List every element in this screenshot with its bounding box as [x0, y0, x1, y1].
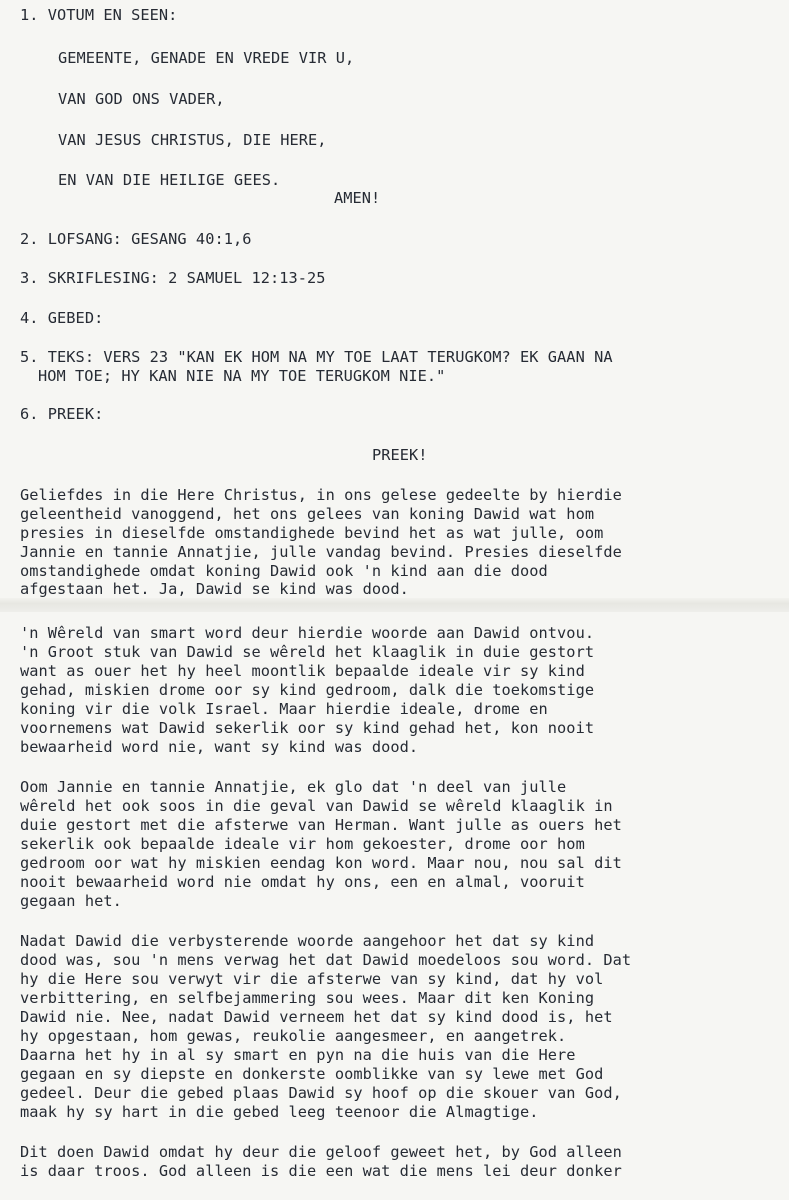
- para2-line-7: bewaarheid word nie, want sy kind was dood.: [20, 738, 419, 756]
- sermon-heading: PREEK!: [372, 446, 428, 464]
- para5-line-2: is daar troos. God alleen is die een wat die mens lei deur donker: [20, 1162, 622, 1180]
- para2-line-1: 'n Wêreld van smart word deur hierdie woorde aan Dawid ontvou.: [20, 624, 595, 642]
- para4-line-8: gegaan en sy diepste en donkerste oomblikke van sy lewe met God: [20, 1065, 604, 1083]
- para4-line-2: dood was, sou 'n mens verwag het dat Dawid moedeloos sou word. Dat: [20, 951, 632, 969]
- para4-line-5: Dawid nie. Nee, nadat Dawid verneem het dat sy kind dood is, het: [20, 1008, 613, 1026]
- para4-line-3: hy die Here sou verwyt vir die afsterwe van sy kind, dat hy vol: [20, 970, 604, 988]
- para1-line-1: Geliefdes in die Here Christus, in ons gelese gedeelte by hierdie: [20, 486, 622, 504]
- para3-line-5: gedroom oor wat hy miskien eendag kon word. Maar nou, nou sal dit: [20, 854, 622, 872]
- para3-line-6: nooit bewaarheid word nie omdat hy ons, een en almal, vooruit: [20, 873, 585, 891]
- para3-line-2: wêreld het ook soos in die geval van Dawid se wêreld klaaglik in: [20, 797, 613, 815]
- para2-line-2: 'n Groot stuk van Dawid se wêreld het klaaglik in duie gestort: [20, 643, 595, 661]
- votum-title: 1. VOTUM EN SEEN:: [20, 6, 178, 24]
- para3-line-1: Oom Jannie en tannie Annatjie, ek glo dat 'n deel van julle: [20, 778, 567, 796]
- skriflesing: 3. SKRIFLESING: 2 SAMUEL 12:13-25: [20, 269, 326, 287]
- para2-line-6: voornemens wat Dawid sekerlik oor sy kind gehad het, kon nooit: [20, 719, 595, 737]
- para5-line-1: Dit doen Dawid omdat hy deur die geloof geweet het, by God alleen: [20, 1143, 622, 1161]
- teks-line-1: 5. TEKS: VERS 23 "KAN EK HOM NA MY TOE LAAT TERUGKOM? EK GAAN NA: [20, 348, 613, 366]
- preek: 6. PREEK:: [20, 405, 104, 423]
- para3-line-7: gegaan het.: [20, 892, 122, 910]
- votum-line-4: EN VAN DIE HEILIGE GEES.: [58, 171, 281, 189]
- amen: AMEN!: [334, 189, 381, 207]
- teks-line-2: HOM TOE; HY KAN NIE NA MY TOE TERUGKOM NIE.": [38, 367, 446, 385]
- para4-line-1: Nadat Dawid die verbysterende woorde aangehoor het dat sy kind: [20, 932, 595, 950]
- para2-line-4: gehad, miskien drome oor sy kind gedroom, dalk die toekomstige: [20, 681, 595, 699]
- para1-line-3: presies in dieselfde omstandighede bevind het as wat julle, oom: [20, 524, 604, 542]
- votum-line-1: GEMEENTE, GENADE EN VREDE VIR U,: [58, 49, 355, 67]
- para4-line-9: gedeel. Deur die gebed plaas Dawid sy hoof op die skouer van God,: [20, 1084, 622, 1102]
- votum-line-2: VAN GOD ONS VADER,: [58, 90, 225, 108]
- para4-line-7: Daarna het hy in al sy smart en pyn na die huis van die Here: [20, 1046, 576, 1064]
- para4-line-4: verbittering, en selfbejammering sou wees. Maar dit ken Koning: [20, 989, 595, 1007]
- para4-line-6: hy opgestaan, hom gewas, reukolie aangesmeer, en aangetrek.: [20, 1027, 567, 1045]
- para1-line-5: omstandighede omdat koning Dawid ook 'n kind aan die dood: [20, 562, 548, 580]
- para1-line-2: geleentheid vanoggend, het ons gelees van koning Dawid wat hom: [20, 505, 595, 523]
- gebed: 4. GEBED:: [20, 309, 104, 327]
- para2-line-5: koning vir die volk Israel. Maar hierdie ideale, drome en: [20, 700, 548, 718]
- para3-line-4: sekerlik ook bepaalde ideale vir hom gekoester, drome oor hom: [20, 835, 585, 853]
- para3-line-3: duie gestort met die afsterwe van Herman. Want julle as ouers het: [20, 816, 622, 834]
- votum-line-3: VAN JESUS CHRISTUS, DIE HERE,: [58, 131, 327, 149]
- para4-line-10: maak hy sy hart in die gebed leeg teenoor die Almagtige.: [20, 1103, 539, 1121]
- para2-line-3: want as ouer het hy heel moontlik bepaalde ideale vir sy kind: [20, 662, 585, 680]
- scan-artifact-strip: [0, 598, 789, 612]
- para1-line-4: Jannie en tannie Annatjie, julle vandag bevind. Presies dieselfde: [20, 543, 622, 561]
- lofsang: 2. LOFSANG: GESANG 40:1,6: [20, 230, 252, 248]
- para1-line-6: afgestaan het. Ja, Dawid se kind was dood.: [20, 580, 409, 598]
